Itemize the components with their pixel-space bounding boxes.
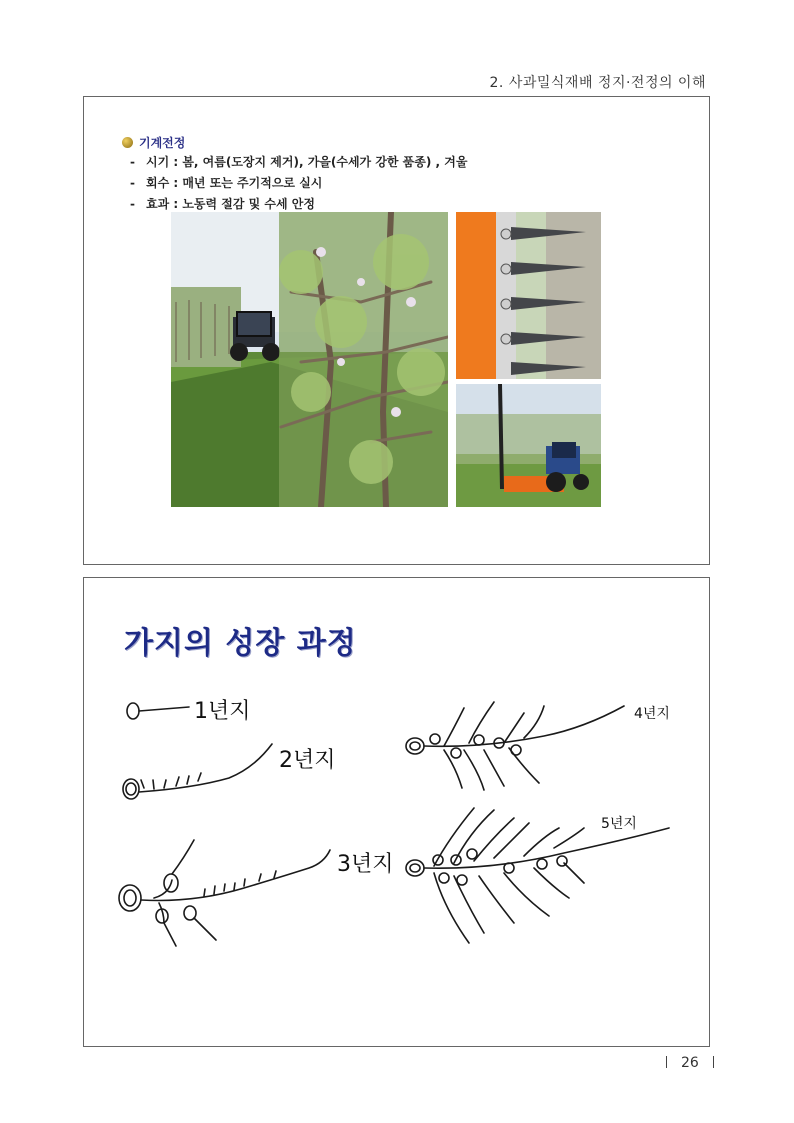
branch-growth-panel bbox=[83, 577, 710, 1047]
bullet-effect bbox=[130, 195, 315, 212]
page-header: 2. 사과밀식재배 정지·전정의 이해 bbox=[489, 75, 706, 91]
label-1-year: 1년지 bbox=[194, 699, 251, 724]
footer-divider bbox=[713, 1056, 714, 1068]
branch-2-year bbox=[123, 744, 272, 799]
section-title: 가지의 성장 과정 bbox=[124, 626, 357, 661]
section-title bbox=[122, 134, 185, 151]
section-title-text: 기계전정 bbox=[139, 136, 186, 150]
bullet-icon bbox=[122, 137, 133, 148]
branch-growth-diagram bbox=[84, 578, 711, 1048]
dash: - bbox=[130, 197, 135, 211]
branch-4-year bbox=[406, 702, 624, 790]
bullet-text: 회수 : 매년 또는 주기적으로 실시 bbox=[146, 176, 323, 190]
page-footer bbox=[652, 1055, 728, 1071]
branch-3-year bbox=[119, 840, 330, 946]
bullet-text: 효과 : 노동력 절감 및 수세 안정 bbox=[146, 197, 315, 211]
bullet-timing bbox=[130, 153, 467, 170]
label-2-year: 2년지 bbox=[279, 748, 336, 773]
dash: - bbox=[130, 155, 135, 169]
branch-1-year bbox=[127, 703, 189, 719]
label-4-year: 4년지 bbox=[634, 706, 670, 722]
dash: - bbox=[130, 176, 135, 190]
mechanical-pruning-panel bbox=[83, 96, 710, 565]
bullet-text: 시기 : 봄, 여름(도장지 제거), 가을(수세가 강한 품종) , 겨울 bbox=[146, 155, 468, 169]
tractor-cutter-photo bbox=[456, 384, 601, 507]
label-5-year: 5년지 bbox=[601, 816, 637, 832]
orchard-tractor-photo bbox=[171, 212, 448, 507]
label-3-year: 3년지 bbox=[337, 852, 394, 877]
cutter-blade-photo bbox=[456, 212, 601, 379]
bullet-frequency bbox=[130, 174, 322, 191]
footer-divider bbox=[666, 1056, 667, 1068]
page-number: 26 bbox=[681, 1055, 699, 1071]
